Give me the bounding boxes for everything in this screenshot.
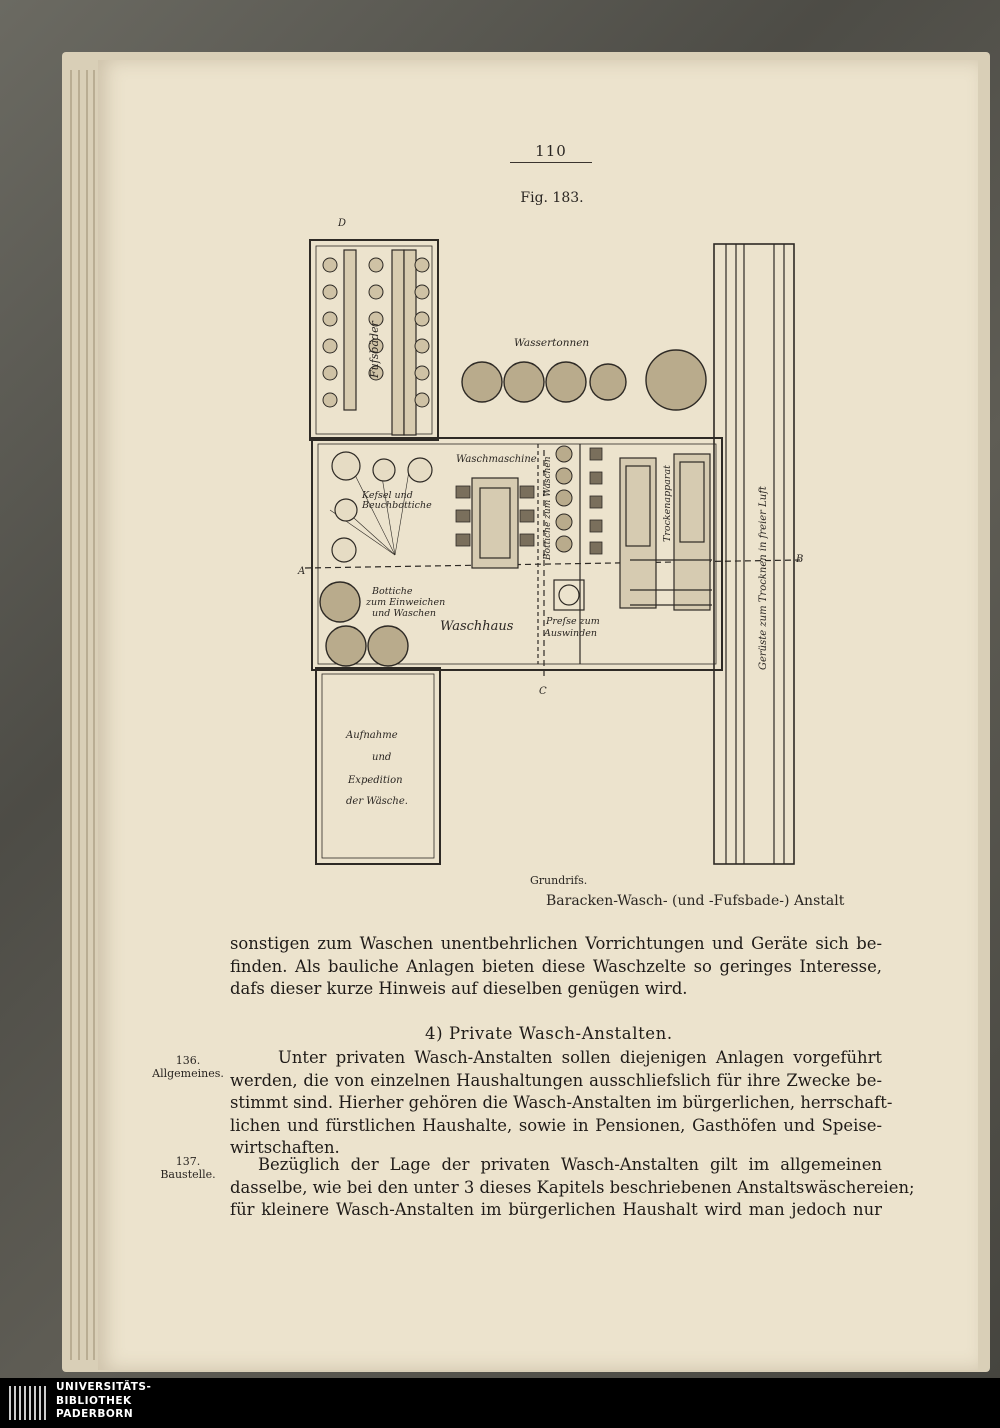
section-mark-c: C	[539, 686, 547, 697]
label-geruste: Gerüste zum Trocknen in freier Luft	[758, 486, 769, 670]
label-presse-1: Preſse zum	[546, 616, 600, 627]
paragraph-2	[230, 1047, 893, 1160]
figure-caption-small: Grundrifs.	[530, 874, 588, 887]
margin-note-137	[148, 1155, 228, 1181]
margin-note-136	[148, 1054, 228, 1080]
text-line: finden. Als bauliche Anlagen bieten diese Waschzelte so geringes Interesse,	[230, 956, 882, 976]
figure-caption: Baracken-Wasch- (und -Fufsbade-) Anstalt	[546, 893, 845, 909]
label-waschmaschine: Waschmaschine	[456, 454, 537, 465]
library-name-line: PADERBORN	[56, 1408, 134, 1420]
library-logo-icon	[6, 1380, 50, 1426]
label-aufnahme-1: Aufnahme	[346, 730, 398, 741]
label-aufnahme-4: der Wäsche.	[346, 796, 408, 807]
library-name-line: UNIVERSITÄTS-	[56, 1381, 152, 1393]
page-edge	[93, 70, 95, 1360]
library-name-line: BIBLIOTHEK	[56, 1394, 132, 1407]
label-aufnahme-2: und	[372, 752, 392, 763]
floor-plan	[300, 210, 820, 880]
page-edge	[86, 70, 88, 1360]
page-edge	[78, 70, 80, 1360]
label-bottiche-1: Bottiche	[372, 586, 413, 597]
section-heading: 4) Private Wasch-Anstalten.	[425, 1024, 673, 1043]
page-number: 110	[535, 142, 567, 160]
text-line: werden, die von einzelnen Haushaltungen ausschliefslich für ihre Zwecke be-	[230, 1070, 882, 1090]
page-number-rule	[510, 162, 592, 163]
label-fussbaeder: Fufsbäder	[368, 321, 381, 378]
margin-note-text: Baustelle.	[160, 1168, 216, 1181]
text-line: Unter privaten Wasch-Anstalten sollen diejenigen Anlagen vorgeführt	[278, 1048, 882, 1067]
label-aufnahme-3: Expedition	[348, 775, 403, 786]
label-bottiche-waschen: Bottiche zum Waschen	[543, 456, 553, 560]
paragraph-3	[230, 1154, 915, 1222]
margin-note-text: Allgemeines.	[152, 1067, 224, 1080]
text-line: stimmt sind. Hierher gehören die Wasch-Anstalten im bürgerlichen, herrschaft-	[230, 1093, 893, 1112]
section-mark-a: A	[298, 566, 306, 577]
page-edge	[70, 70, 72, 1360]
margin-note-number: 136.	[175, 1054, 201, 1067]
label-trockenapparat: Trockenapparat	[662, 465, 673, 542]
label-waschhaus: Waschhaus	[440, 619, 514, 634]
label-bottiche-3: und Waschen	[372, 608, 436, 619]
text-line: sonstigen zum Waschen unentbehrlichen Vorrichtungen und Geräte sich be-	[230, 934, 882, 953]
library-name	[56, 1381, 151, 1422]
section-mark-d: D	[338, 218, 347, 229]
margin-note-number: 137.	[175, 1155, 201, 1168]
label-kessel-2: Beuchbottiche	[362, 500, 432, 511]
text-line: dasselbe, wie bei den unter 3 dieses Kapitels beschriebenen Anstaltswäschereien;	[230, 1177, 915, 1197]
text-line: Bezüglich der Lage der privaten Wasch-Anstalten gilt im allgemeinen	[258, 1155, 882, 1174]
text-line: lichen und fürstlichen Haushalte, sowie in Pensionen, Gasthöfen und Speise-	[230, 1115, 882, 1135]
text-line: dafs dieser kurze Hinweis auf dieselben genügen wird.	[230, 979, 688, 998]
section-mark-b: B	[796, 554, 804, 565]
label-kessel-1: Kefsel und	[362, 490, 413, 501]
text-line: wirtschaften.	[230, 1138, 340, 1157]
figure-label: Fig. 183.	[520, 190, 584, 206]
label-bottiche-2: zum Einweichen	[366, 597, 446, 608]
label-presse-2: Auswinden	[544, 628, 597, 639]
text-line: für kleinere Wasch-Anstalten im bürgerlichen Haushalt wird man jedoch nur	[230, 1200, 882, 1219]
label-wassertonnen: Wassertonnen	[514, 337, 590, 349]
paragraph-1	[230, 933, 882, 1001]
